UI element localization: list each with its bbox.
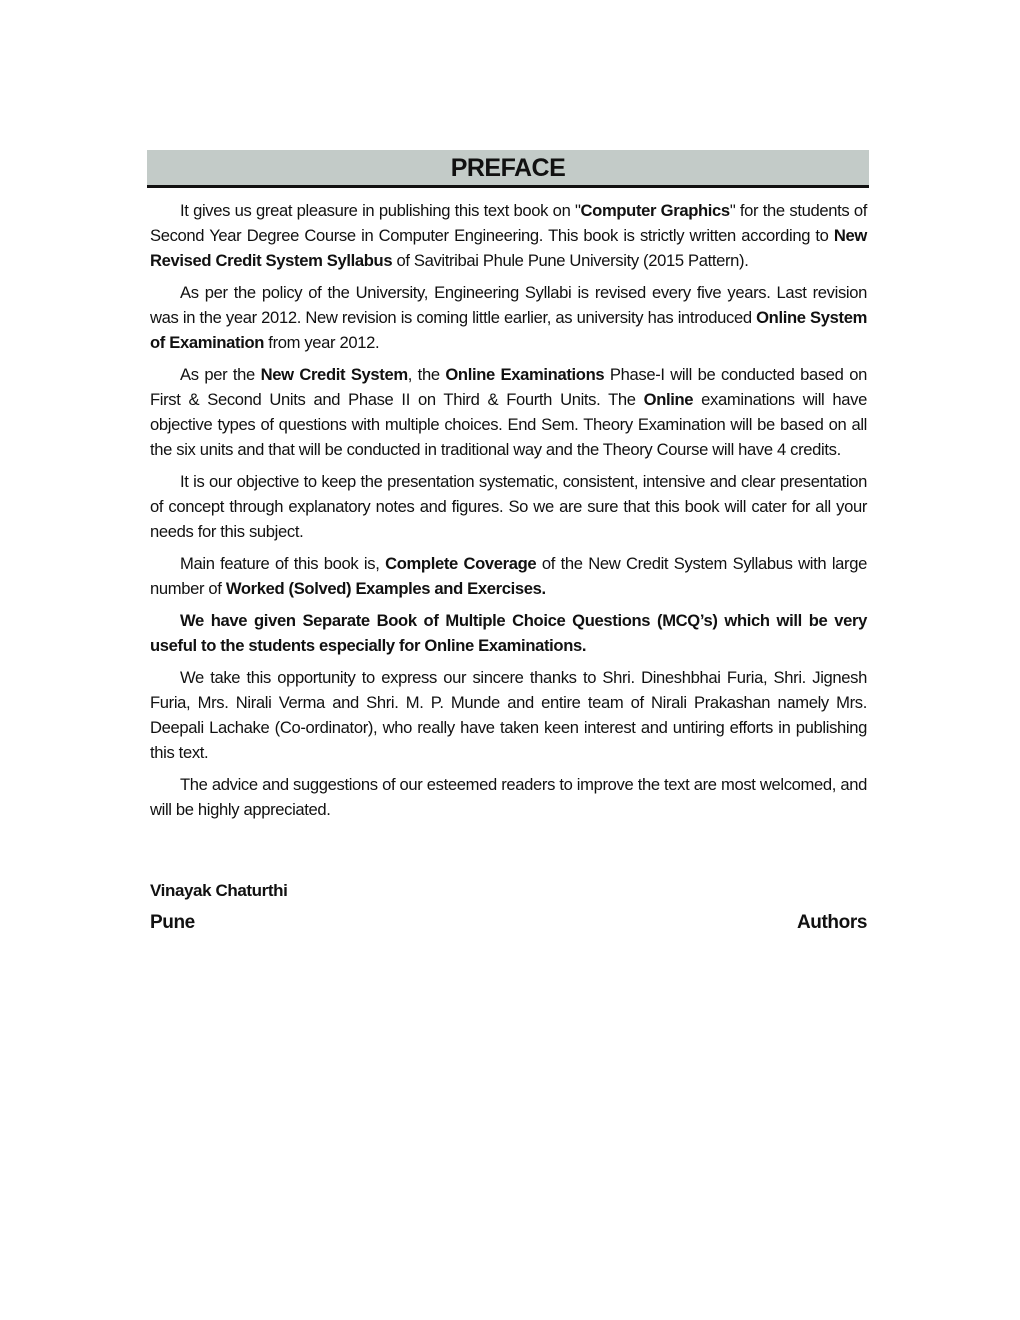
bold-text: Online System of Examination (150, 308, 867, 352)
paragraph (150, 608, 867, 658)
paragraph (150, 280, 867, 355)
signature-role: Authors (796, 912, 867, 933)
text: , the (407, 365, 446, 384)
text: It is our objective to keep the presentation systematic, consistent, intensive and clear presentation of concept through explanatory notes and figures. So we are sure that this book will cater for all your needs for this subject. (150, 472, 867, 541)
text: The advice and suggestions of our esteemed readers to improve the text are most welcomed, and will be highly appreciated. (150, 775, 867, 819)
signature-place: Pune (150, 912, 195, 933)
bold-text: New Credit System (260, 365, 408, 384)
text: As per the policy of the University, Engineering Syllabi is revised every five years. Last revision was in the year 2012. New revision is coming little earlier, as university has introduced (150, 283, 867, 327)
text: We take this opportunity to express our sincere thanks to Shri. Dineshbhai Furia, Shri. Jignesh Furia, Mrs. Nirali Verma and Shri. M. P. Munde and entire team of Nirali Prakashan namely Mrs. Deepali Lachake (Co-ordinator), who really have taken keen interest and untiring efforts in publishing this text. (150, 668, 867, 762)
text: As per the (180, 365, 261, 384)
paragraph (150, 665, 867, 765)
paragraph (150, 551, 867, 601)
text: of Savitribai Phule Pune University (2015 Pattern). (392, 251, 749, 270)
paragraph (150, 772, 867, 822)
bold-text: We have given Separate Book of Multiple Choice Questions (MCQ’s) which will be very useful to the students especially for Online Examinations. (150, 611, 867, 655)
author-name: Vinayak Chaturthi (150, 881, 288, 900)
text: It gives us great pleasure in publishing this text book on " (180, 201, 581, 220)
text: from year 2012. (264, 333, 380, 352)
bold-text: Online (643, 390, 694, 409)
preface-page (150, 150, 867, 935)
page-title: PREFACE (450, 154, 566, 182)
bold-text: New Revised Credit System Syllabus (150, 226, 867, 270)
text: of the New Credit System Syllabus with large number of (150, 554, 867, 598)
text: Main feature of this book is, (180, 554, 386, 573)
signature-row (150, 910, 867, 935)
bold-text: Online Examinations (445, 365, 605, 384)
bold-text: Complete Coverage (385, 554, 537, 573)
bold-text: Worked (Solved) Examples and Exercises. (225, 579, 546, 598)
preface-header-bar (147, 150, 869, 188)
text: examinations will have objective types of questions with multiple choices. End Sem. Theory Examination will be based on all the six units and that will be conducted in traditional way and the Theory Course will have 4 credits. (150, 390, 867, 459)
paragraph (150, 469, 867, 544)
bold-text: Computer Graphics (580, 201, 730, 220)
text: " for the students of Second Year Degree Course in Computer Engineering. This book is strictly written according to (150, 201, 868, 245)
text: Phase-I will be conducted based on First & Second Units and Phase II on Third & Fourth Units. The (150, 365, 867, 409)
signature-block (150, 878, 867, 935)
paragraph (150, 198, 867, 273)
preface-body (150, 198, 867, 822)
paragraph (150, 362, 867, 462)
